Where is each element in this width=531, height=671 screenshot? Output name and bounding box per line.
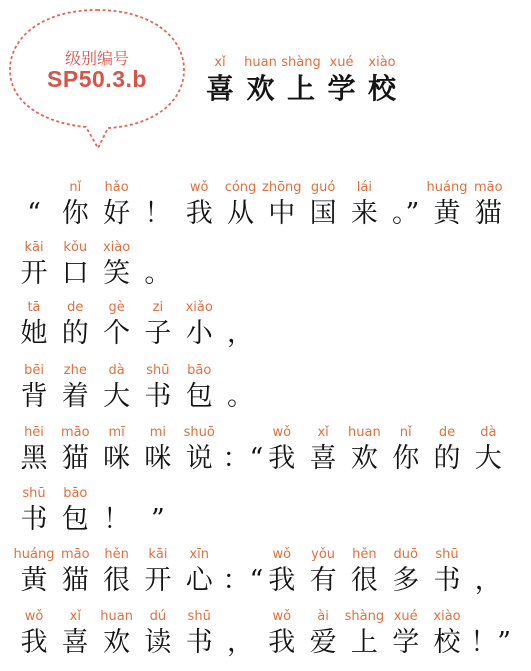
story-line (0, 486, 531, 546)
ruby-unit (181, 547, 217, 607)
ruby-unit (264, 425, 300, 485)
hanzi: ：“ (222, 443, 264, 474)
pinyin: bāo (187, 363, 212, 378)
pinyin: de (67, 300, 84, 315)
pinyin: māo (61, 425, 90, 440)
ruby-unit (346, 425, 382, 485)
ruby-unit (222, 547, 264, 607)
hanzi: 大 (474, 443, 502, 474)
pinyin: zhōng (262, 180, 302, 195)
pinyin: zi (152, 300, 164, 315)
hanzi: ， (474, 565, 502, 596)
hanzi: 我 (20, 627, 48, 658)
pinyin: huáng (13, 547, 55, 562)
hanzi: 咪 (144, 443, 172, 474)
ruby-unit (16, 486, 52, 546)
pinyin: huan (100, 609, 133, 624)
pinyin: bāo (63, 486, 88, 501)
hanzi: 书 (20, 504, 48, 535)
ruby-unit (283, 55, 319, 115)
ruby-unit (344, 609, 385, 669)
hanzi: 书 (433, 565, 461, 596)
pinyin: dà (108, 363, 125, 378)
ruby-unit (16, 180, 52, 240)
ruby-unit (57, 547, 93, 607)
ruby-unit (243, 55, 279, 115)
ruby-unit (388, 547, 424, 607)
ruby-unit (470, 547, 506, 607)
pinyin: dà (480, 425, 497, 440)
ruby-unit (99, 180, 135, 240)
hanzi: “ (27, 198, 41, 229)
ruby-unit (57, 363, 93, 423)
pinyin: duō (393, 547, 418, 562)
pinyin: ài (317, 609, 329, 624)
hanzi: 。 (227, 381, 254, 412)
hanzi: ， (227, 627, 254, 658)
ruby-unit (429, 547, 465, 607)
hanzi: 背 (20, 381, 48, 412)
hanzi: 包 (185, 381, 213, 412)
hanzi: 欢 (246, 72, 275, 105)
pinyin: shū (435, 547, 459, 562)
hanzi: 我 (268, 443, 296, 474)
ruby-unit (99, 240, 135, 300)
ruby-unit (223, 363, 259, 423)
hanzi: 欢 (350, 443, 378, 474)
hanzi: 学 (327, 72, 356, 105)
ruby-unit (140, 486, 176, 546)
pinyin: shū (146, 363, 170, 378)
hanzi: 笑 (103, 258, 131, 289)
hanzi: 我 (268, 627, 296, 658)
pinyin: shū (22, 486, 46, 501)
ruby-unit (429, 425, 465, 485)
pinyin: wǒ (272, 547, 292, 562)
pinyin: hěn (352, 547, 377, 562)
pinyin: xǐ (317, 425, 329, 440)
ruby-unit (346, 547, 382, 607)
hanzi: 上 (350, 627, 378, 658)
hanzi: 很 (103, 565, 131, 596)
pinyin: zhe (63, 363, 87, 378)
pinyin: xiào (368, 55, 396, 70)
pinyin: wǒ (272, 609, 292, 624)
ruby-unit (181, 363, 217, 423)
hanzi: 有 (309, 565, 337, 596)
ruby-unit (99, 547, 135, 607)
hanzi: 上 (286, 72, 315, 105)
ruby-unit (140, 240, 176, 300)
pinyin: bēi (24, 363, 44, 378)
pinyin: gè (108, 300, 125, 315)
ruby-unit (388, 609, 424, 669)
hanzi: 。” (392, 198, 420, 229)
pinyin: lái (356, 180, 372, 195)
pinyin: xué (329, 55, 354, 70)
hanzi: 欢 (103, 627, 131, 658)
ruby-unit (16, 363, 52, 423)
story-line (0, 609, 531, 669)
pinyin: kāi (148, 547, 168, 562)
pinyin: hěn (104, 547, 129, 562)
pinyin: wǒ (189, 180, 209, 195)
pinyin: kāi (24, 240, 44, 255)
hanzi: 我 (268, 565, 296, 596)
ruby-unit (140, 180, 176, 240)
ruby-unit (16, 240, 52, 300)
hanzi: 的 (433, 443, 461, 474)
hanzi: 黄 (433, 198, 461, 229)
pinyin: guó (310, 180, 336, 195)
ruby-unit (222, 425, 264, 485)
pinyin: huáng (426, 180, 468, 195)
ruby-unit (181, 425, 217, 485)
ruby-unit (57, 240, 93, 300)
ruby-unit (324, 55, 360, 115)
hanzi: 开 (20, 258, 48, 289)
pinyin: xǐ (214, 55, 226, 70)
ruby-unit (388, 180, 424, 240)
pinyin: nǐ (399, 425, 412, 440)
hanzi: ， (227, 318, 254, 349)
pinyin: māo (474, 180, 503, 195)
hanzi: 猫 (61, 443, 89, 474)
story-line (0, 180, 531, 240)
pinyin: yǒu (311, 547, 336, 562)
hanzi: 黑 (20, 443, 48, 474)
hanzi: 大 (103, 381, 131, 412)
ruby-unit (99, 609, 135, 669)
ruby-unit (16, 609, 52, 669)
ruby-unit (470, 180, 506, 240)
ruby-unit (99, 300, 135, 360)
hanzi: 爱 (309, 627, 337, 658)
hanzi: 喜 (61, 627, 89, 658)
pinyin: shuō (183, 425, 215, 440)
hanzi: 喜 (205, 72, 234, 105)
ruby-unit (364, 55, 400, 115)
ruby-unit (181, 609, 217, 669)
hanzi: 从 (227, 198, 254, 229)
ruby-unit (429, 609, 465, 669)
hanzi: 中 (268, 198, 296, 229)
hanzi: 猫 (61, 565, 89, 596)
ruby-unit (99, 486, 135, 546)
ruby-unit (264, 609, 300, 669)
pinyin: xiào (433, 609, 461, 624)
pinyin: kǒu (63, 240, 88, 255)
ruby-unit (426, 180, 468, 240)
hanzi: 小 (185, 318, 213, 349)
pinyin: huan (244, 55, 277, 70)
badge-label: 级别编号 (64, 49, 129, 68)
pinyin: shū (187, 609, 211, 624)
pinyin: xiào (102, 240, 131, 255)
story-line (0, 547, 531, 607)
pinyin: cóng (224, 180, 257, 195)
hanzi: 。 (144, 258, 172, 289)
hanzi: 喜 (309, 443, 337, 474)
pinyin: xiǎo (185, 300, 213, 315)
pinyin: māo (61, 547, 90, 562)
ruby-unit (57, 180, 93, 240)
pinyin: mi (149, 425, 167, 440)
ruby-unit (264, 547, 300, 607)
hanzi: 着 (61, 381, 89, 412)
ruby-unit (181, 300, 217, 360)
hanzi: ！ (144, 198, 172, 229)
hanzi: 好 (103, 198, 131, 229)
hanzi: 读 (144, 627, 172, 658)
pinyin: xǐ (69, 609, 81, 624)
hanzi: 黄 (20, 565, 48, 596)
ruby-unit (57, 300, 93, 360)
ruby-unit (305, 425, 341, 485)
badge-code: SP50.3.b (47, 66, 147, 92)
pinyin: huan (348, 425, 381, 440)
ruby-unit (16, 300, 52, 360)
hanzi: 说 (185, 443, 213, 474)
ruby-unit (264, 180, 300, 240)
story-line (0, 363, 531, 423)
pinyin: xué (393, 609, 418, 624)
pinyin: hēi (24, 425, 44, 440)
pinyin: wǒ (24, 609, 44, 624)
ruby-unit (140, 363, 176, 423)
ruby-unit (305, 180, 341, 240)
hanzi: 书 (185, 627, 213, 658)
ruby-unit (140, 547, 176, 607)
ruby-unit (305, 609, 341, 669)
hanzi: 校 (367, 72, 396, 105)
pinyin: xīn (189, 547, 209, 562)
ruby-unit (140, 300, 176, 360)
hanzi: 子 (144, 318, 172, 349)
pinyin: shàng (281, 55, 321, 70)
ruby-unit (388, 425, 424, 485)
ruby-unit (470, 609, 512, 669)
ruby-unit (181, 180, 217, 240)
hanzi: 你 (61, 198, 89, 229)
hanzi: 开 (144, 565, 172, 596)
ruby-unit (223, 180, 259, 240)
pinyin: tā (27, 300, 41, 315)
ruby-unit (13, 547, 55, 607)
hanzi: 学 (392, 627, 420, 658)
hanzi: 我 (185, 198, 213, 229)
pinyin: hǎo (104, 180, 129, 195)
ruby-unit (223, 300, 259, 360)
hanzi: 咪 (103, 443, 131, 474)
hanzi: 她 (20, 318, 48, 349)
pinyin: nǐ (69, 180, 82, 195)
hanzi: ” (150, 504, 165, 535)
ruby-unit (305, 547, 341, 607)
hanzi: ！ (103, 504, 131, 535)
hanzi: 多 (392, 565, 420, 596)
hanzi: 猫 (474, 198, 502, 229)
hanzi: 包 (61, 504, 89, 535)
ruby-unit (223, 609, 259, 669)
hanzi: 个 (103, 318, 131, 349)
story-title (0, 55, 531, 115)
hanzi: ：“ (222, 565, 264, 596)
hanzi: 校 (433, 627, 461, 658)
ruby-unit (57, 425, 93, 485)
story-line (0, 240, 531, 300)
hanzi: ！” (470, 627, 512, 658)
hanzi: 国 (309, 198, 337, 229)
ruby-unit (57, 609, 93, 669)
pinyin: wǒ (272, 425, 292, 440)
hanzi: 书 (144, 381, 172, 412)
ruby-unit (140, 425, 176, 485)
pinyin: shàng (344, 609, 385, 624)
hanzi: 的 (61, 318, 89, 349)
hanzi: 很 (350, 565, 378, 596)
ruby-unit (57, 486, 93, 546)
ruby-unit (140, 609, 176, 669)
ruby-unit (202, 55, 238, 115)
ruby-unit (346, 180, 382, 240)
hanzi: 口 (61, 258, 89, 289)
ruby-unit (99, 363, 135, 423)
story-line (0, 425, 531, 485)
story-line (0, 300, 531, 360)
pinyin: de (438, 425, 456, 440)
ruby-unit (99, 425, 135, 485)
ruby-unit (16, 425, 52, 485)
pinyin: dú (149, 609, 167, 624)
ruby-unit (470, 425, 506, 485)
hanzi: 你 (392, 443, 420, 474)
pinyin: mī (108, 425, 125, 440)
hanzi: 来 (350, 198, 378, 229)
hanzi: 心 (185, 565, 213, 596)
